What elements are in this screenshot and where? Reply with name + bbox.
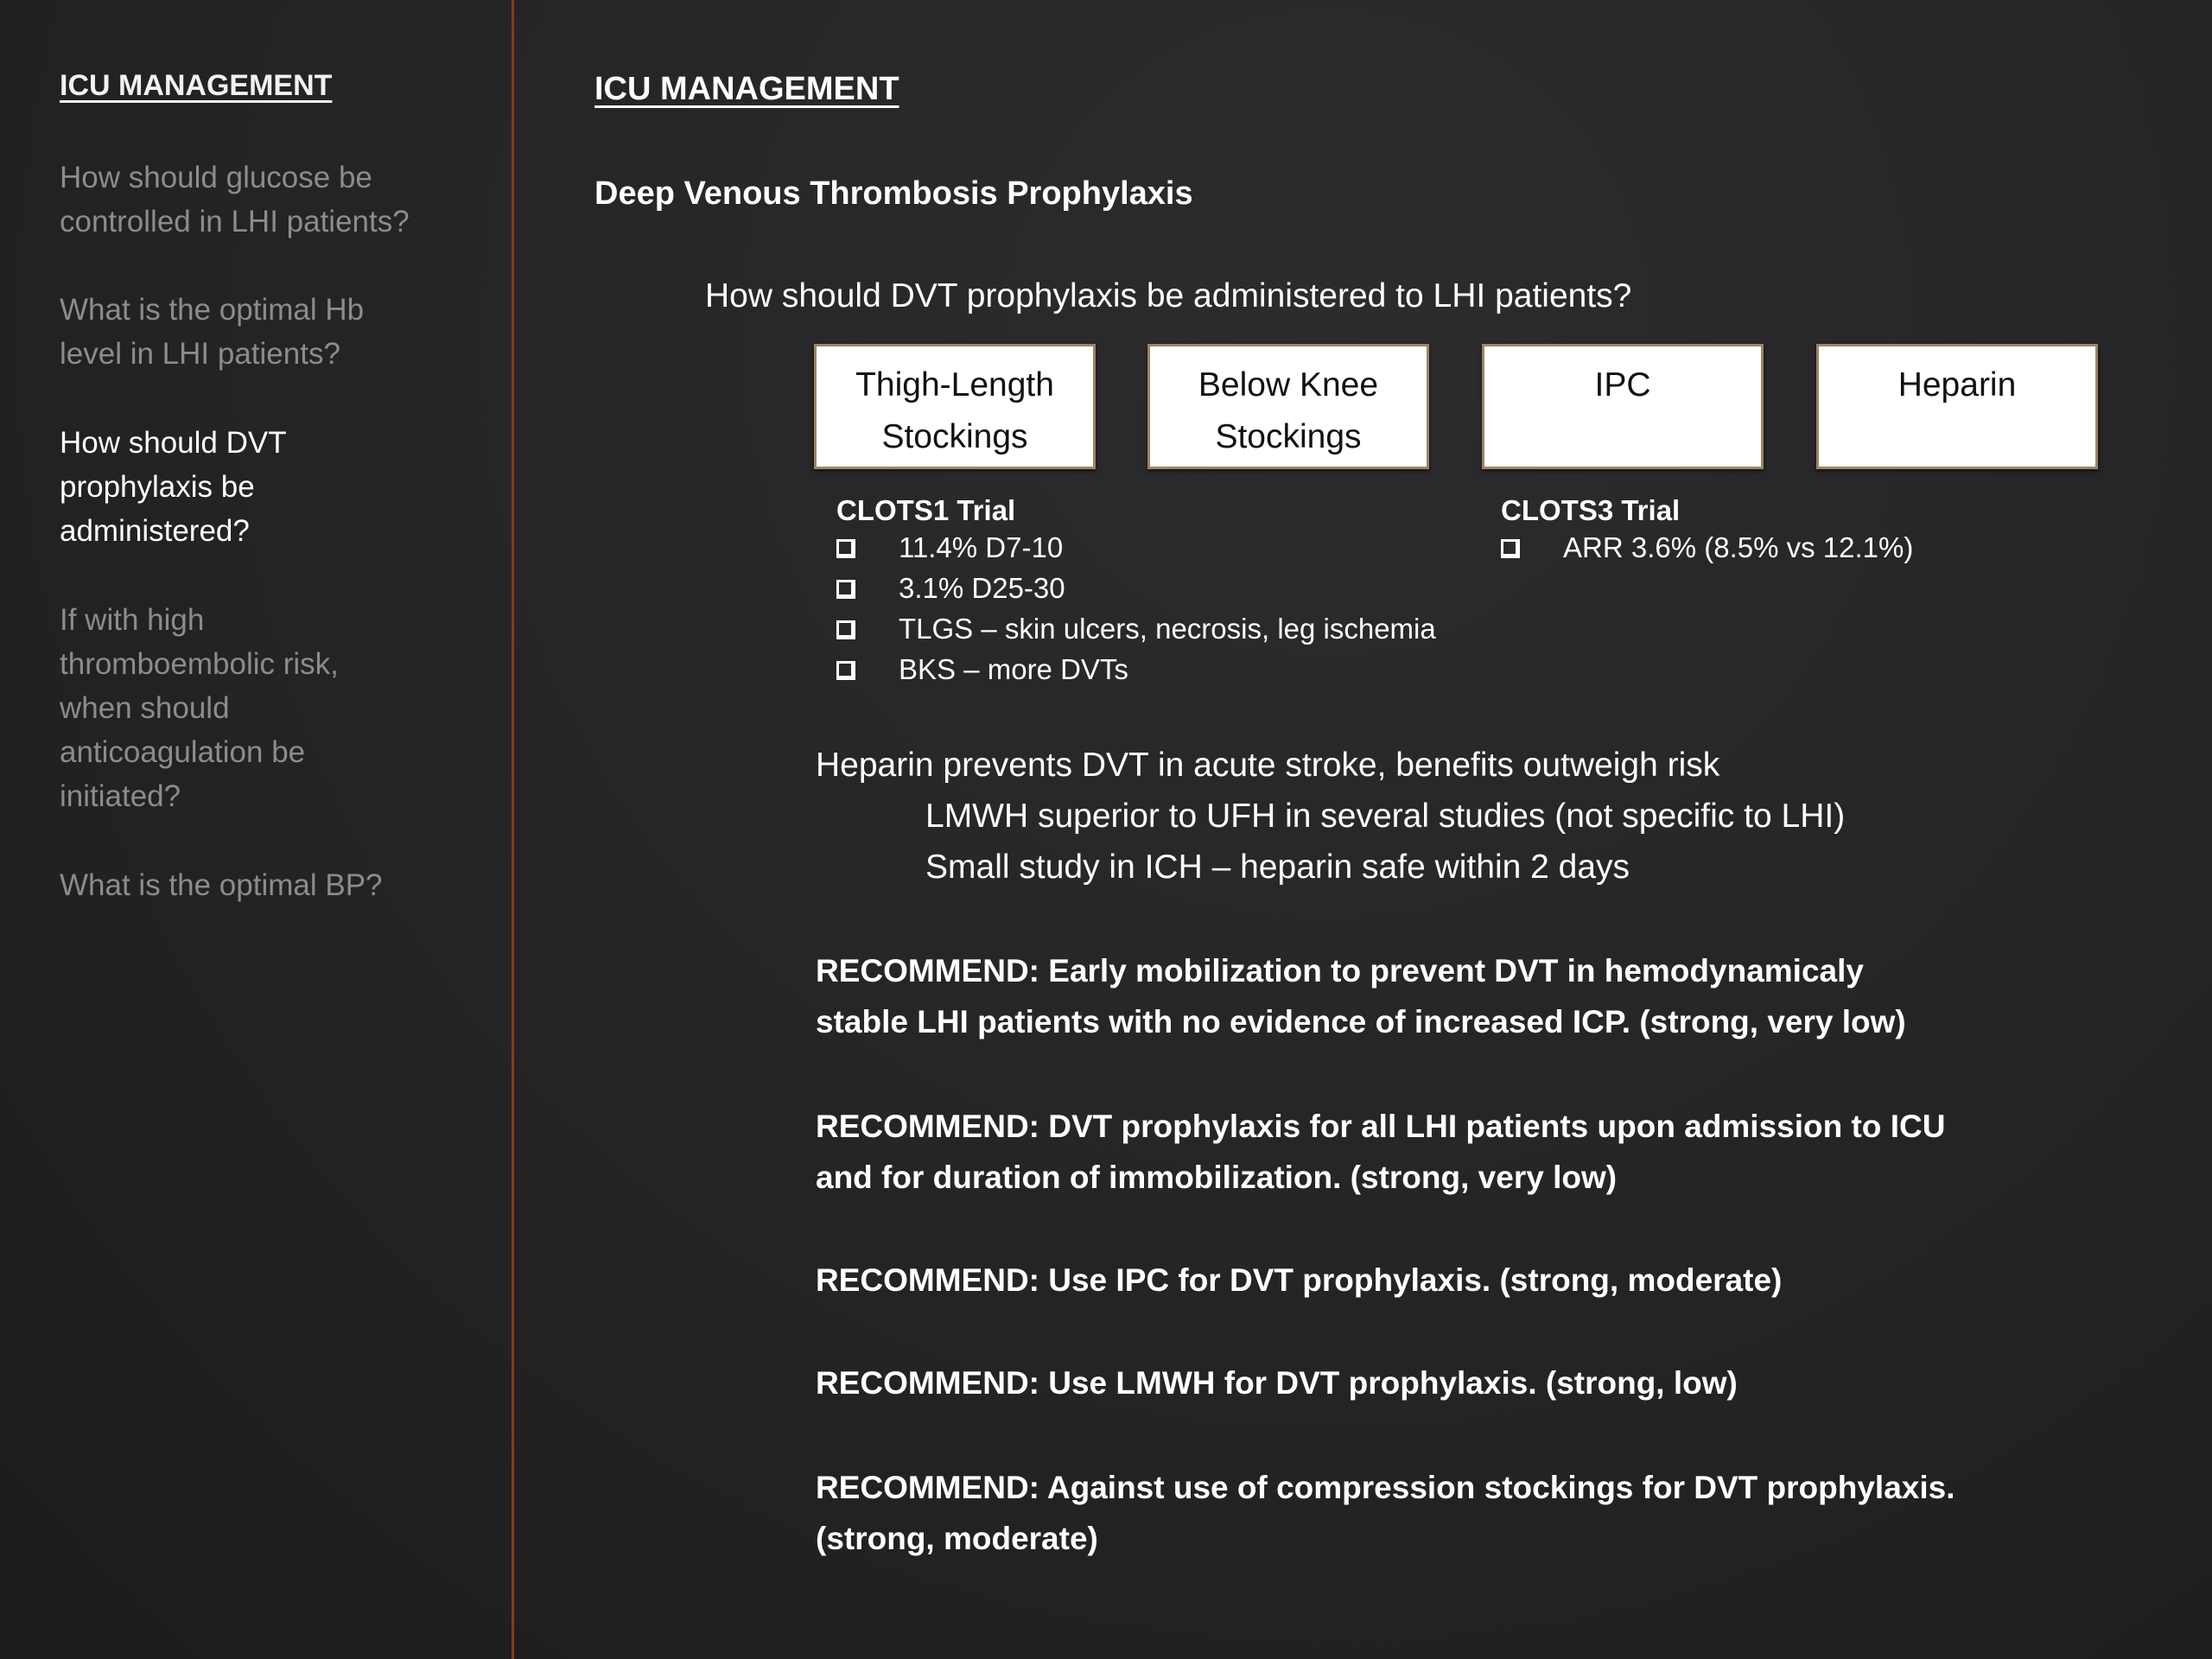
clots1-block <box>836 494 1436 690</box>
recommendation <box>816 1462 1955 1564</box>
checkbox-bullet-icon <box>836 620 855 639</box>
heparin-sub-2: Small study in ICH – heparin safe within 2 days <box>925 849 1630 886</box>
option-box-line: Heparin <box>1897 366 2017 404</box>
option-box-line: Thigh-Length <box>855 366 1054 404</box>
sidebar-item[interactable] <box>60 598 339 818</box>
recommendation <box>816 945 1906 1047</box>
option-box-line: Below Knee <box>1198 366 1379 404</box>
clots1-title: CLOTS1 Trial <box>836 494 1016 526</box>
recommendation-line: (strong, moderate) <box>816 1521 1098 1556</box>
sidebar-item-line: administered? <box>60 514 250 548</box>
sidebar-item-line: controlled in LHI patients? <box>60 205 410 238</box>
bullet-text: TLGS – skin ulcers, necrosis, leg ischemia <box>899 613 1436 645</box>
recommendation <box>816 1357 1738 1408</box>
sidebar-item-line: anticoagulation be <box>60 735 306 769</box>
heparin-sub-1: LMWH superior to UFH in several studies (not specific to LHI) <box>925 798 1846 835</box>
bullet-text: BKS – more DVTs <box>899 653 1128 685</box>
sidebar-item-line: prophylaxis be <box>60 470 255 504</box>
option-box <box>814 344 1096 469</box>
sidebar-item-line: initiated? <box>60 779 181 813</box>
clots3-title: CLOTS3 Trial <box>1501 494 1681 526</box>
recommendation-line: RECOMMEND: Use IPC for DVT prophylaxis. (strong, moderate) <box>816 1262 1783 1298</box>
bullet-item <box>836 568 1436 608</box>
option-box-line: Stockings <box>881 418 1028 455</box>
sidebar-item-line: thromboembolic risk, <box>60 647 339 681</box>
recommendation <box>816 1101 1945 1203</box>
section-title: Deep Venous Thrombosis Prophylaxis <box>594 175 1193 212</box>
recommendation-line: RECOMMEND: Against use of compression stockings for DVT prophylaxis. <box>816 1470 1955 1505</box>
heparin-main: Heparin prevents DVT in acute stroke, benefits outweigh risk <box>816 747 1720 784</box>
sidebar-item[interactable] <box>60 288 364 376</box>
sidebar-item-line: What is the optimal Hb <box>60 293 365 327</box>
bullet-item <box>836 649 1436 690</box>
question: How should DVT prophylaxis be administered to LHI patients? <box>705 277 1632 315</box>
bullet-item <box>836 527 1436 568</box>
sidebar-item[interactable] <box>60 863 383 907</box>
sidebar-item-line: If with high <box>60 603 205 637</box>
recommendation-line: RECOMMEND: Early mobilization to prevent DVT in hemodynamicaly <box>816 953 1864 988</box>
bullet-text: ARR 3.6% (8.5% vs 12.1%) <box>1563 531 1914 563</box>
sidebar-item-line: when should <box>60 691 230 725</box>
bullet-text: 11.4% D7-10 <box>899 531 1064 563</box>
recommendation-line: RECOMMEND: DVT prophylaxis for all LHI patients upon admission to ICU <box>816 1109 1946 1144</box>
bullet-item <box>836 608 1436 649</box>
sidebar-divider <box>512 0 514 1659</box>
heparin-block <box>816 740 1845 893</box>
sidebar-heading: ICU MANAGEMENT <box>60 69 333 102</box>
sidebar-item-line: What is the optimal BP? <box>60 868 383 902</box>
checkbox-bullet-icon <box>836 580 855 599</box>
sidebar-item[interactable] <box>60 421 287 553</box>
recommendation <box>816 1255 1782 1306</box>
option-box-line: Stockings <box>1215 418 1362 455</box>
sidebar-item-line: How should DVT <box>60 426 287 460</box>
recommendation-line: RECOMMEND: Use LMWH for DVT prophylaxis. (strong, low) <box>816 1365 1738 1401</box>
checkbox-bullet-icon <box>836 661 855 680</box>
recommendation-line: and for duration of immobilization. (strong, very low) <box>816 1160 1618 1195</box>
checkbox-bullet-icon <box>836 539 855 558</box>
sidebar-item-line: level in LHI patients? <box>60 337 340 371</box>
page-title: ICU MANAGEMENT <box>594 71 899 107</box>
option-box <box>1816 344 2098 469</box>
clots3-block <box>1501 494 1913 568</box>
option-box <box>1482 344 1764 469</box>
sidebar-item[interactable] <box>60 156 410 244</box>
option-box <box>1147 344 1429 469</box>
bullet-text: 3.1% D25-30 <box>899 572 1065 604</box>
bullet-item <box>1501 527 1913 568</box>
option-box-line: IPC <box>1594 366 1651 404</box>
checkbox-bullet-icon <box>1501 539 1520 558</box>
sidebar-item-line: How should glucose be <box>60 161 372 194</box>
recommendation-line: stable LHI patients with no evidence of increased ICP. (strong, very low) <box>816 1004 1906 1039</box>
